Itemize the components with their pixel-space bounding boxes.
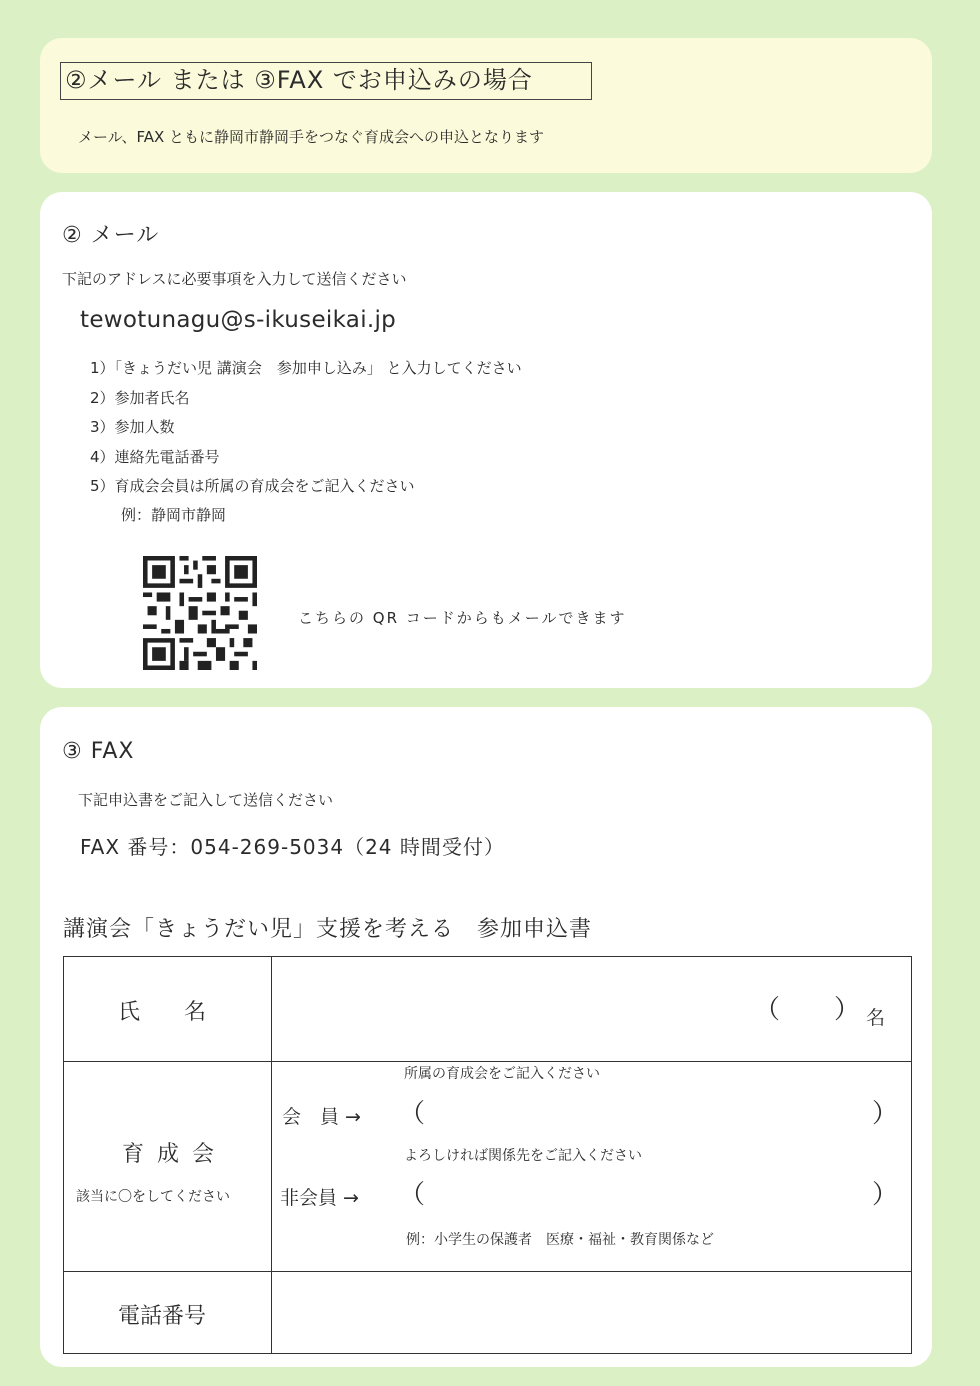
qr-caption: こちらの QR コードからもメールできます [298,609,627,627]
application-form-table [63,956,912,1354]
name-label: 氏 名 [118,1000,207,1025]
page-title: ②メール または ③FAX でお申込みの場合 [60,62,592,100]
group-sublabel: 該当に〇をしてください [76,1189,230,1205]
member-paren-open: （ [399,1099,426,1129]
phone-label: 電話番号 [118,1304,207,1329]
mail-section [40,192,932,688]
member-group-field[interactable] [429,1097,869,1129]
nonmember-paren-close: ） [872,1180,899,1210]
member-hint: 所属の育成会をご記入ください [404,1066,600,1082]
qr-code-icon[interactable] [143,556,257,670]
affiliation-example: 例：小学生の保護者 医療・福祉・教育関係など [406,1232,714,1248]
mail-heading: ② メール [62,223,160,248]
count-suffix: 名 [866,1007,886,1029]
phone-field[interactable] [274,1273,908,1351]
top-notice-panel [40,38,932,173]
fax-number: FAX 番号：054-269-5034（24 時間受付） [80,835,505,859]
count-paren-close: ） [834,995,861,1025]
nonmember-paren-open: （ [399,1180,426,1210]
row-divider [64,1061,911,1062]
fax-instruction: 下記申込書をご記入して送信ください [78,791,334,809]
application-note: メール、FAX ともに静岡市静岡手をつなぐ育成会への申込となります [78,128,545,146]
member-option[interactable]: 会 員 → [282,1106,361,1128]
fax-heading: ③ FAX [62,739,135,764]
nonmember-option[interactable]: 非会員 → [280,1187,359,1209]
count-paren-open: （ [754,995,781,1025]
list-item: 4）連絡先電話番号 [90,448,220,466]
group-label: 育 成 会 [122,1142,217,1167]
list-item: 1）「きょうだい児 講演会 参加申し込み」 と入力してください [90,359,522,377]
row-divider [64,1271,911,1272]
example-text: 例：静岡市静岡 [121,506,227,524]
column-divider [271,957,272,1353]
mail-instruction: 下記のアドレスに必要事項を入力して送信ください [62,270,407,288]
fax-section [40,707,932,1367]
list-item: 5）育成会会員は所属の育成会をご記入ください [90,477,415,495]
form-title: 講演会「きょうだい児」支援を考える 参加申込書 [63,917,593,942]
member-paren-close: ） [872,1099,899,1129]
list-item: 2）参加者氏名 [90,389,190,407]
list-item: 3）参加人数 [90,418,175,436]
nonmember-hint: よろしければ関係先をご記入ください [404,1148,642,1164]
nonmember-affiliation-field[interactable] [429,1178,869,1210]
email-address-link[interactable]: tewotunagu@s-ikuseikai.jp [80,307,397,333]
name-field[interactable] [274,959,908,1059]
